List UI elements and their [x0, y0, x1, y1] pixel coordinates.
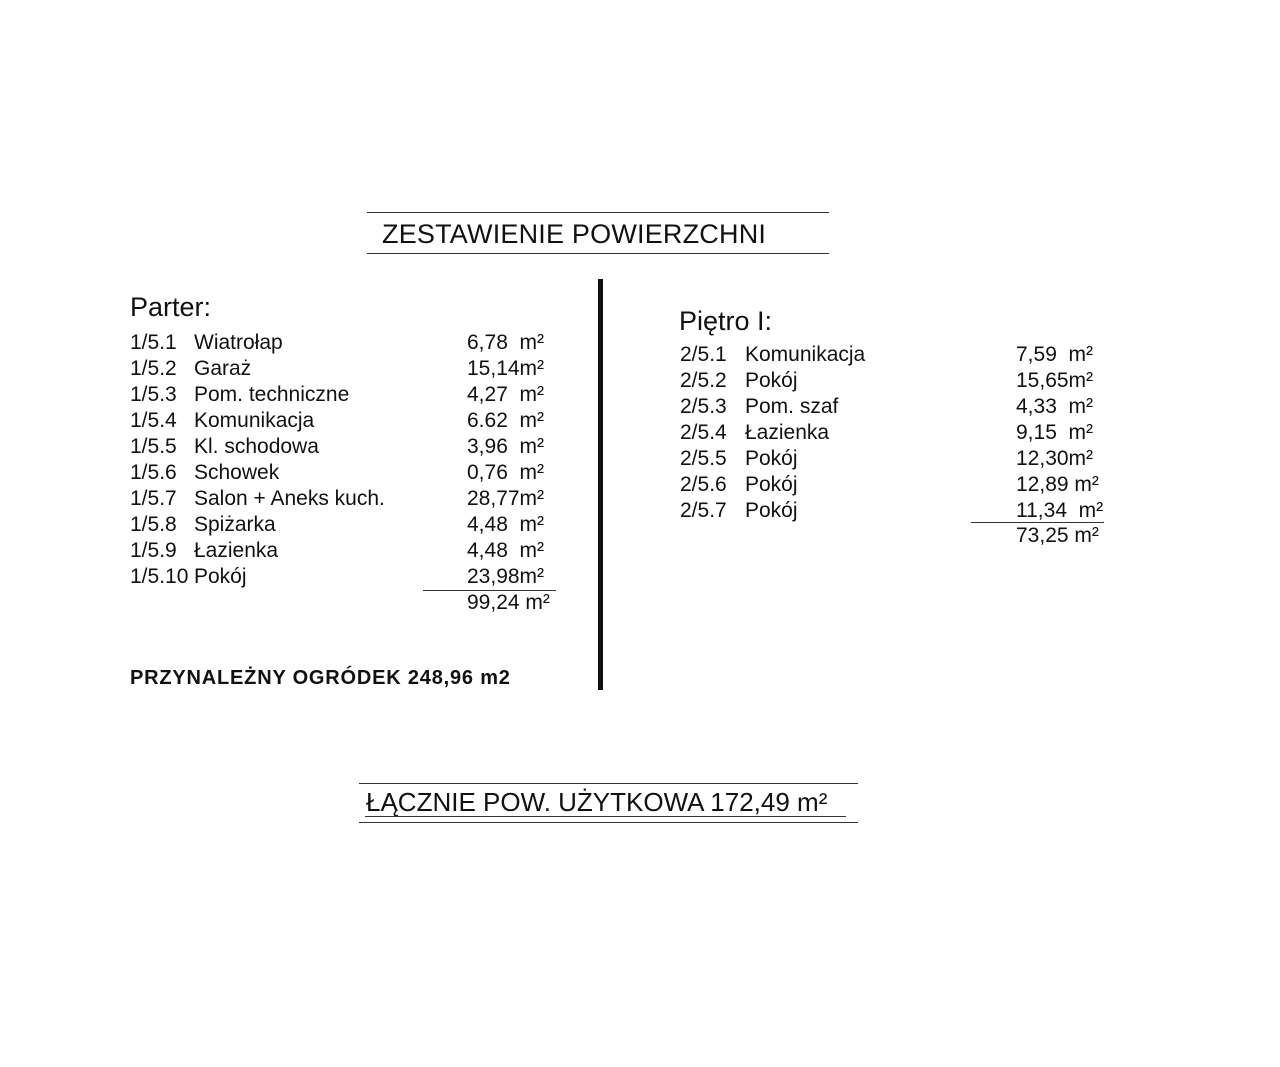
- room-name: Pokój: [745, 473, 798, 496]
- parter-heading: Parter:: [130, 292, 212, 322]
- room-area: 11,34 m²: [1016, 499, 1104, 522]
- room-name: Komunikacja: [194, 409, 315, 432]
- room-name: Pokój: [745, 499, 798, 522]
- room-row: [130, 356, 560, 382]
- room-id: 1/5.8: [130, 513, 177, 536]
- room-id: 2/5.3: [680, 395, 727, 418]
- grand-total-underline: [365, 816, 846, 817]
- parter-room-list: [130, 330, 560, 590]
- grand-total: ŁĄCZNIE POW. UŻYTKOWA 172,49 m²: [366, 787, 828, 817]
- title-block: [367, 212, 829, 254]
- room-area: 23,98m²: [467, 565, 545, 588]
- room-area: 12,89 m²: [1016, 473, 1099, 496]
- room-id: 2/5.4: [680, 421, 727, 444]
- room-id: 1/5.7: [130, 487, 177, 510]
- room-name: Salon + Aneks kuch.: [194, 487, 385, 510]
- room-row: [130, 538, 560, 564]
- room-name: Pokój: [745, 447, 798, 470]
- room-id: 1/5.5: [130, 435, 177, 458]
- room-id: 1/5.2: [130, 357, 177, 380]
- room-area: 6,78 m²: [467, 331, 545, 354]
- room-row: [680, 472, 1110, 498]
- room-name: Komunikacja: [745, 343, 866, 366]
- room-id: 1/5.3: [130, 383, 177, 406]
- room-id: 1/5.9: [130, 539, 177, 562]
- room-name: Pom. szaf: [745, 395, 839, 418]
- grand-total-block: [359, 783, 858, 823]
- room-id: 2/5.1: [680, 343, 727, 366]
- room-area: 6.62 m²: [467, 409, 545, 432]
- room-area: 15,65m²: [1016, 369, 1094, 392]
- room-area: 7,59 m²: [1016, 343, 1094, 366]
- room-row: [680, 342, 1110, 368]
- room-row: [680, 446, 1110, 472]
- room-id: 2/5.7: [680, 499, 727, 522]
- room-name: Pokój: [745, 369, 798, 392]
- room-id: 2/5.2: [680, 369, 727, 392]
- pietro-total: 73,25 m²: [1016, 524, 1099, 547]
- room-name: Spiżarka: [194, 513, 276, 536]
- column-divider: [598, 279, 603, 690]
- room-name: Kl. schodowa: [194, 435, 319, 458]
- room-row: [130, 512, 560, 538]
- room-row: [130, 434, 560, 460]
- room-id: 1/5.10: [130, 565, 189, 588]
- room-row: [130, 460, 560, 486]
- room-row: [130, 564, 560, 590]
- parter-total: 99,24 m²: [467, 591, 550, 614]
- pietro-heading: Piętro I:: [679, 306, 773, 336]
- room-id: 1/5.4: [130, 409, 177, 432]
- page-title: ZESTAWIENIE POWIERZCHNI: [382, 219, 767, 249]
- room-name: Schowek: [194, 461, 280, 484]
- room-name: Pom. techniczne: [194, 383, 350, 406]
- room-area: 3,96 m²: [467, 435, 545, 458]
- room-row: [130, 330, 560, 356]
- room-area: 15,14m²: [467, 357, 545, 380]
- room-name: Łazienka: [194, 539, 279, 562]
- room-id: 1/5.1: [130, 331, 177, 354]
- room-id: 1/5.6: [130, 461, 177, 484]
- room-area: 4,48 m²: [467, 539, 545, 562]
- room-name: Garaż: [194, 357, 252, 380]
- room-id: 2/5.6: [680, 473, 727, 496]
- room-id: 2/5.5: [680, 447, 727, 470]
- pietro-room-list: [680, 342, 1110, 524]
- room-area: 4,48 m²: [467, 513, 545, 536]
- room-row: [130, 486, 560, 512]
- room-row: [130, 382, 560, 408]
- room-row: [680, 368, 1110, 394]
- room-area: 0,76 m²: [467, 461, 545, 484]
- room-area: 9,15 m²: [1016, 421, 1094, 444]
- room-area: 4,27 m²: [467, 383, 545, 406]
- garden-area: PRZYNALEŻNY OGRÓDEK 248,96 m2: [130, 667, 511, 689]
- room-name: Wiatrołap: [194, 331, 283, 354]
- room-row: [130, 408, 560, 434]
- room-area: 12,30m²: [1016, 447, 1094, 470]
- room-row: [680, 498, 1110, 524]
- room-name: Pokój: [194, 565, 247, 588]
- room-area: 28,77m²: [467, 487, 545, 510]
- room-area: 4,33 m²: [1016, 395, 1094, 418]
- room-row: [680, 420, 1110, 446]
- room-row: [680, 394, 1110, 420]
- room-name: Łazienka: [745, 421, 830, 444]
